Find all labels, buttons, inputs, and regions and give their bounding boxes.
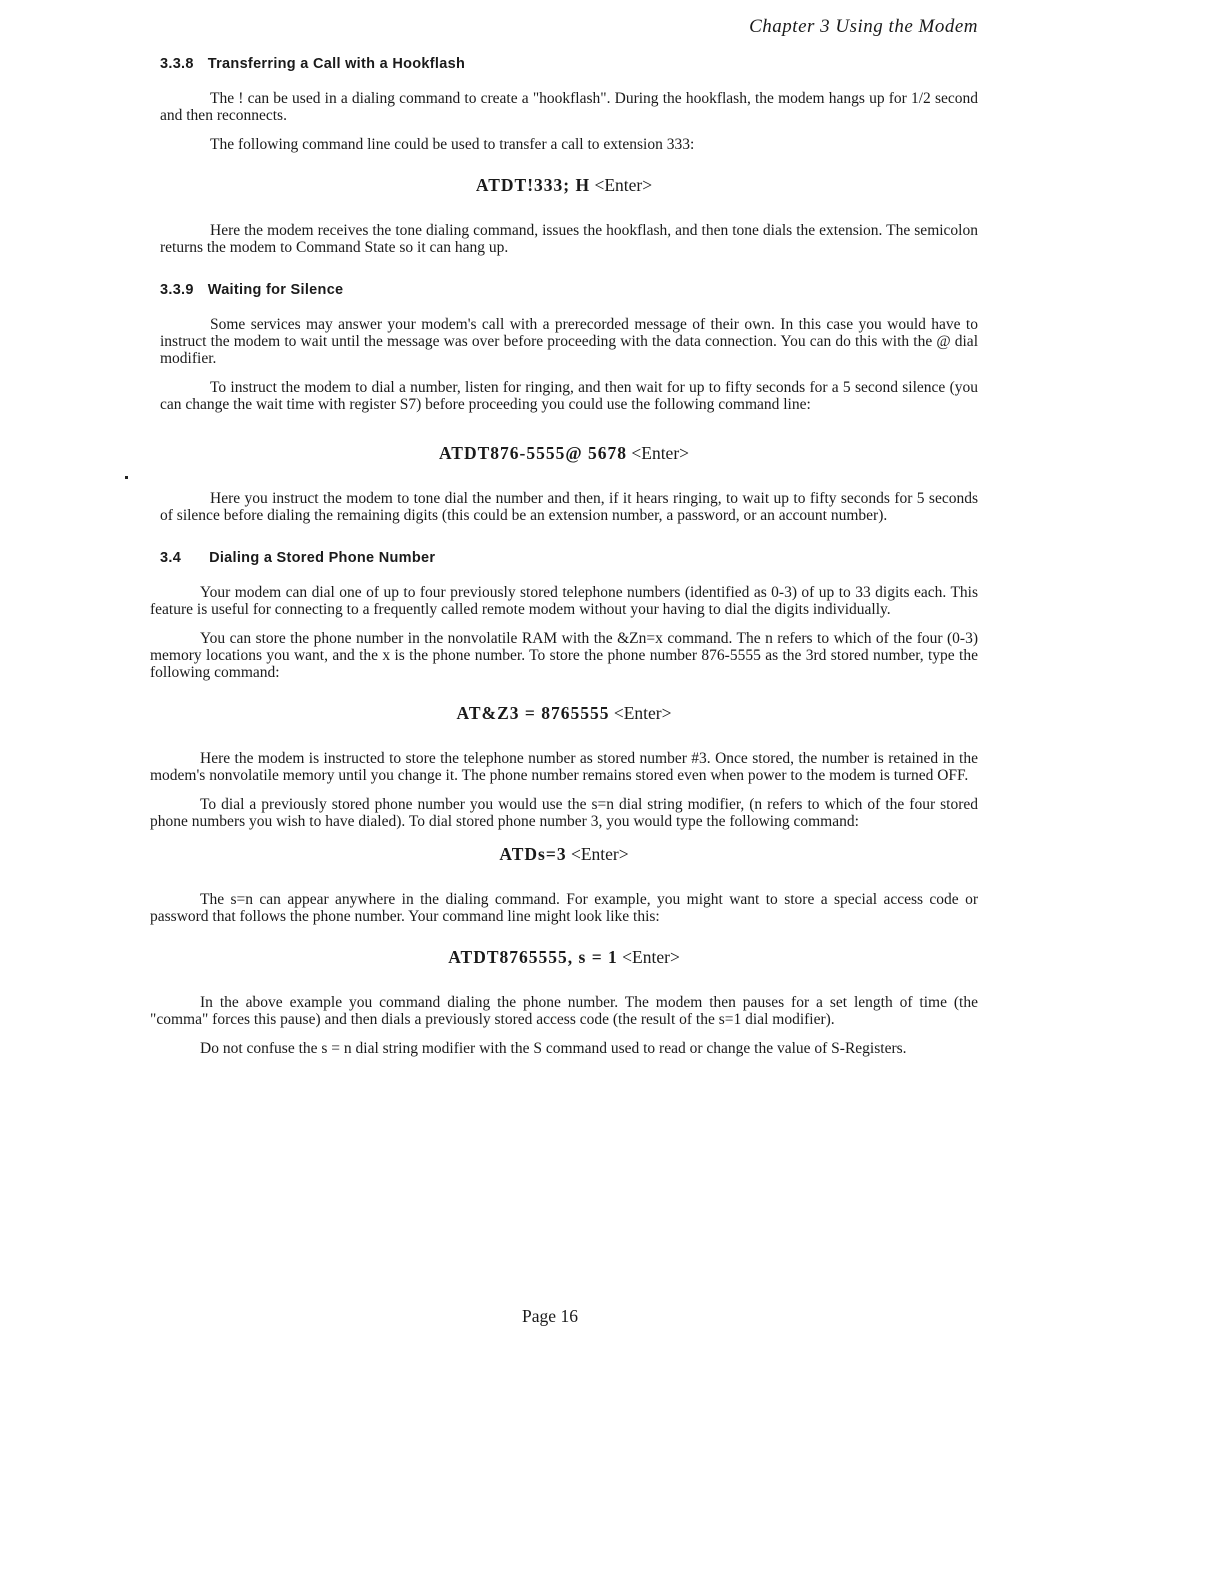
command-key: <Enter> xyxy=(627,443,690,463)
section-heading-3-3-9 xyxy=(160,282,978,298)
section-number: 3.3.9 xyxy=(160,282,194,298)
section-title: Transferring a Call with a Hookflash xyxy=(207,56,466,72)
chapter-header: Chapter 3 Using the Modem xyxy=(749,16,978,37)
command-key: <Enter> xyxy=(609,703,672,723)
command-example xyxy=(150,947,978,968)
paragraph: The ! can be used in a dialing command to create a "hookflash". During the hookflash, the modem hangs up for 1/2 second and then reconnects. xyxy=(160,90,978,124)
paragraph: Here the modem is instructed to store the telephone number as stored number #3. Once stored, the number is retained in the modem's nonvolatile memory until you change it. The phone number remains stored even when power to the modem is turned OFF. xyxy=(150,750,978,784)
section-heading-3-4 xyxy=(160,550,978,566)
command-text: AT&Z3 = 8765555 xyxy=(456,703,610,723)
paragraph: Some services may answer your modem's call with a prerecorded message of their own. In this case you would have to instruct the modem to wait until the message was over before proceeding with the data connection. You can do this with the @ dial modifier. xyxy=(160,316,978,367)
command-key: <Enter> xyxy=(617,947,680,967)
paragraph: Here you instruct the modem to tone dial the number and then, if it hears ringing, to wait up to fifty seconds for 5 seconds of silence before dialing the remaining digits (this could be an extension number, a password, or an account number). xyxy=(160,490,978,524)
command-text: ATDs=3 xyxy=(499,844,567,864)
paragraph: To instruct the modem to dial a number, listen for ringing, and then wait for up to fifty seconds for a 5 second silence (you can change the wait time with register S7) before proceeding you could use the following command line: xyxy=(160,379,978,413)
stray-mark xyxy=(125,476,128,479)
command-example xyxy=(150,844,978,865)
paragraph: Here the modem receives the tone dialing command, issues the hookflash, and then tone dials the extension. The semicolon returns the modem to Command State so it can hang up. xyxy=(160,222,978,256)
command-text: ATDT876-5555@ 5678 xyxy=(438,443,628,463)
paragraph: The s=n can appear anywhere in the dialing command. For example, you might want to store a special access code or password that follows the phone number. Your command line might look like this: xyxy=(150,891,978,925)
section-title: Dialing a Stored Phone Number xyxy=(209,550,436,566)
command-example xyxy=(150,443,978,464)
paragraph: Your modem can dial one of up to four previously stored telephone numbers (identified as 0-3) of up to 33 digits each. This feature is useful for connecting to a frequently called remote modem without your having to dial the digits individually. xyxy=(150,584,978,618)
page-number: Page 16 xyxy=(522,1306,578,1326)
section-title: Waiting for Silence xyxy=(207,282,344,298)
section-number: 3.3.8 xyxy=(160,56,194,72)
section-number: 3.4 xyxy=(160,550,182,566)
command-text: ATDT8765555, s = 1 xyxy=(448,947,618,967)
command-example xyxy=(150,175,978,196)
paragraph: You can store the phone number in the nonvolatile RAM with the &Zn=x command. The n refers to which of the four (0-3) memory locations you want, and the x is the phone number. To store the phone number 876-5555 as the 3rd stored number, type the following command: xyxy=(150,630,978,681)
page-content xyxy=(150,56,978,1069)
command-key: <Enter> xyxy=(566,844,629,864)
paragraph: Do not confuse the s = n dial string modifier with the S command used to read or change the value of S-Registers. xyxy=(200,1040,907,1057)
command-key: <Enter> xyxy=(590,175,653,195)
section-heading-3-3-8 xyxy=(160,56,978,72)
command-text: ATDT!333; H xyxy=(475,175,591,195)
paragraph: The following command line could be used to transfer a call to extension 333: xyxy=(210,136,695,153)
paragraph: To dial a previously stored phone number you would use the s=n dial string modifier, (n refers to which of the four stored phone numbers you wish to have dialed). To dial stored phone number 3, you would type the following command: xyxy=(150,796,978,830)
command-example xyxy=(150,703,978,724)
paragraph: In the above example you command dialing the phone number. The modem then pauses for a set length of time (the "comma" forces this pause) and then dials a previously stored access code (the result of the s=1 dial modifier). xyxy=(150,994,978,1028)
